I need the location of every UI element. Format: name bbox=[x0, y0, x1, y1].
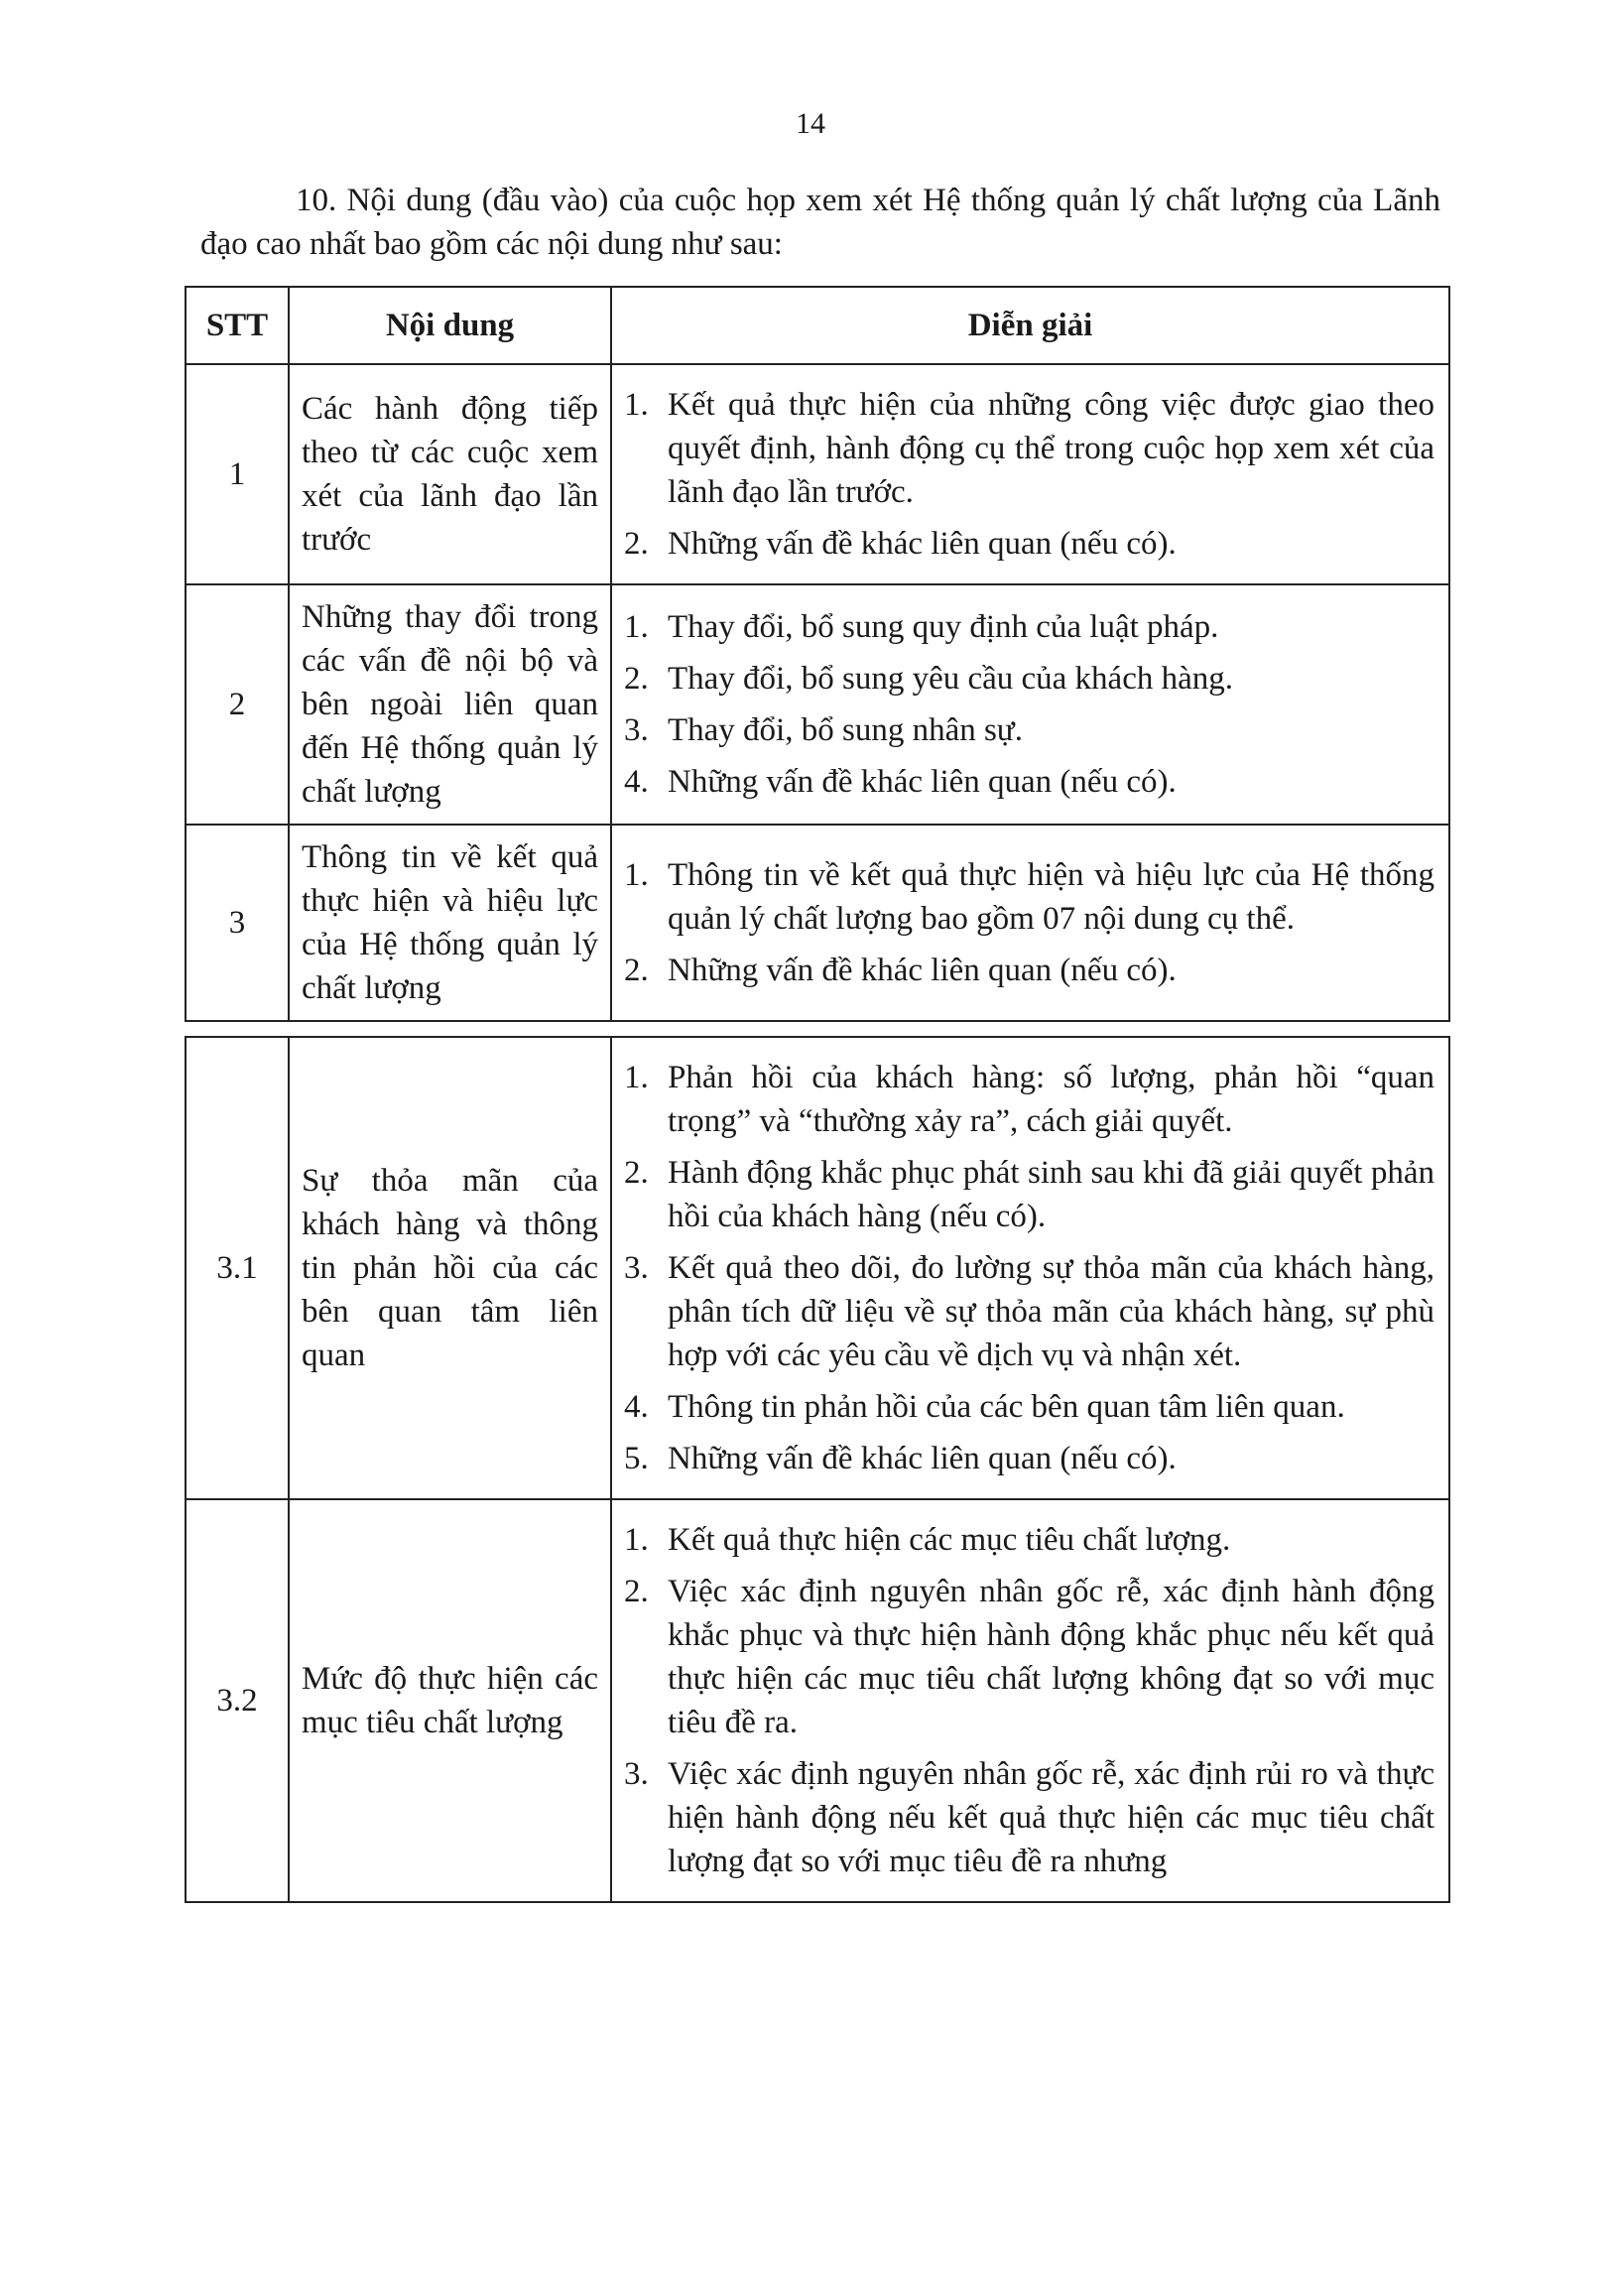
item-text: Thay đổi, bổ sung nhân sự. bbox=[668, 712, 1023, 748]
item-text: Những vấn đề khác liên quan (nếu có). bbox=[668, 953, 1177, 988]
item-number: 1. bbox=[624, 387, 649, 423]
noi-dung-cell: Sự thỏa mãn của khách hàng và thông tin phản hồi của các bên quan tâm liên quan bbox=[289, 1037, 611, 1499]
header-dien-giai: Diễn giải bbox=[611, 287, 1449, 364]
table-header-row bbox=[186, 287, 1449, 364]
stt-cell: 3.2 bbox=[186, 1499, 289, 1902]
item-text: Kết quả thực hiện các mục tiêu chất lượng. bbox=[668, 1522, 1231, 1558]
list-item bbox=[624, 853, 1434, 941]
item-number: 1. bbox=[624, 1522, 649, 1558]
item-text: Việc xác định nguyên nhân gốc rễ, xác định rủi ro và thực hiện hành động nếu kết quả thực hiện các mục tiêu chất lượng đạt so với mục tiêu đề ra nhưng bbox=[668, 1756, 1434, 1879]
header-stt: STT bbox=[186, 287, 289, 364]
intro-text: 10. Nội dung (đầu vào) của cuộc họp xem xét Hệ thống quản lý chất lượng của Lãnh đạo cao nhất bao gồm các nội dung như sau: bbox=[200, 183, 1440, 262]
list-item bbox=[624, 1151, 1434, 1238]
item-number: 5. bbox=[624, 1441, 649, 1476]
noi-dung-cell: Những thay đổi trong các vấn đề nội bộ và bên ngoài liên quan đến Hệ thống quản lý chất lượng bbox=[289, 584, 611, 825]
item-number: 2. bbox=[624, 1155, 649, 1191]
dien-giai-list bbox=[624, 853, 1434, 992]
item-number: 2. bbox=[624, 1574, 649, 1609]
list-item bbox=[624, 1570, 1434, 1744]
item-number: 1. bbox=[624, 609, 649, 645]
noi-dung-cell: Thông tin về kết quả thực hiện và hiệu lực của Hệ thống quản lý chất lượng bbox=[289, 825, 611, 1021]
list-item bbox=[624, 1246, 1434, 1377]
dien-giai-list bbox=[624, 1056, 1434, 1480]
item-number: 4. bbox=[624, 1389, 649, 1425]
page-number: 14 bbox=[796, 107, 825, 140]
item-number: 3. bbox=[624, 1756, 649, 1792]
dien-giai-cell bbox=[611, 1037, 1449, 1499]
item-text: Những vấn đề khác liên quan (nếu có). bbox=[668, 526, 1177, 562]
list-item bbox=[624, 657, 1434, 701]
dien-giai-cell bbox=[611, 584, 1449, 825]
item-text: Kết quả theo dõi, đo lường sự thỏa mãn của khách hàng, phân tích dữ liệu về sự thỏa mãn của khách hàng, sự phù hợp với các yêu cầu về dịch vụ và nhận xét. bbox=[668, 1250, 1434, 1373]
table-row bbox=[186, 364, 1449, 584]
list-item bbox=[624, 1752, 1434, 1883]
item-text: Thay đổi, bổ sung yêu cầu của khách hàng. bbox=[668, 661, 1233, 697]
header-noi-dung: Nội dung bbox=[289, 287, 611, 364]
content-table bbox=[185, 286, 1450, 1903]
dien-giai-list bbox=[624, 605, 1434, 804]
list-item bbox=[624, 383, 1434, 514]
table-row bbox=[186, 1037, 1449, 1499]
table-row bbox=[186, 825, 1449, 1021]
item-number: 3. bbox=[624, 1250, 649, 1286]
item-text: Việc xác định nguyên nhân gốc rễ, xác định hành động khắc phục và thực hiện hành động khắc phục nếu kết quả thực hiện các mục tiêu chất lượng không đạt so với mục tiêu đề ra. bbox=[668, 1574, 1434, 1740]
list-item bbox=[624, 949, 1434, 992]
item-number: 1. bbox=[624, 1060, 649, 1095]
list-item bbox=[624, 708, 1434, 752]
list-item bbox=[624, 760, 1434, 804]
list-item bbox=[624, 605, 1434, 649]
dien-giai-cell bbox=[611, 364, 1449, 584]
dien-giai-cell bbox=[611, 1499, 1449, 1902]
list-item bbox=[624, 1056, 1434, 1143]
item-text: Thông tin phản hồi của các bên quan tâm liên quan. bbox=[668, 1389, 1345, 1425]
dien-giai-cell bbox=[611, 825, 1449, 1021]
item-number: 3. bbox=[624, 712, 649, 748]
item-number: 4. bbox=[624, 764, 649, 800]
gap-cell bbox=[186, 1021, 1449, 1037]
item-text: Kết quả thực hiện của những công việc được giao theo quyết định, hành động cụ thể trong cuộc họp xem xét của lãnh đạo lần trước. bbox=[668, 387, 1434, 510]
item-number: 2. bbox=[624, 953, 649, 988]
list-item bbox=[624, 1437, 1434, 1480]
table-row bbox=[186, 1499, 1449, 1902]
stt-cell: 2 bbox=[186, 584, 289, 825]
item-text: Hành động khắc phục phát sinh sau khi đã giải quyết phản hồi của khách hàng (nếu có). bbox=[668, 1155, 1434, 1234]
list-item bbox=[624, 1518, 1434, 1562]
stt-cell: 3 bbox=[186, 825, 289, 1021]
item-text: Thông tin về kết quả thực hiện và hiệu lực của Hệ thống quản lý chất lượng bao gồm 07 nội dung cụ thể. bbox=[668, 857, 1434, 937]
item-text: Những vấn đề khác liên quan (nếu có). bbox=[668, 764, 1177, 800]
item-text: Những vấn đề khác liên quan (nếu có). bbox=[668, 1441, 1177, 1476]
item-number: 2. bbox=[624, 526, 649, 562]
item-number: 1. bbox=[624, 857, 649, 893]
stt-cell: 1 bbox=[186, 364, 289, 584]
noi-dung-cell: Các hành động tiếp theo từ các cuộc xem xét của lãnh đạo lần trước bbox=[289, 364, 611, 584]
dien-giai-list bbox=[624, 1518, 1434, 1883]
item-text: Thay đổi, bổ sung quy định của luật pháp. bbox=[668, 609, 1219, 645]
item-text: Phản hồi của khách hàng: số lượng, phản hồi “quan trọng” và “thường xảy ra”, cách giải quyết. bbox=[668, 1060, 1434, 1139]
table-body bbox=[186, 364, 1449, 1902]
list-item bbox=[624, 522, 1434, 566]
item-number: 2. bbox=[624, 661, 649, 697]
dien-giai-list bbox=[624, 383, 1434, 566]
intro-paragraph bbox=[200, 179, 1440, 266]
table-row bbox=[186, 584, 1449, 825]
noi-dung-cell: Mức độ thực hiện các mục tiêu chất lượng bbox=[289, 1499, 611, 1902]
page-break-gap bbox=[186, 1021, 1449, 1037]
stt-cell: 3.1 bbox=[186, 1037, 289, 1499]
list-item bbox=[624, 1385, 1434, 1429]
